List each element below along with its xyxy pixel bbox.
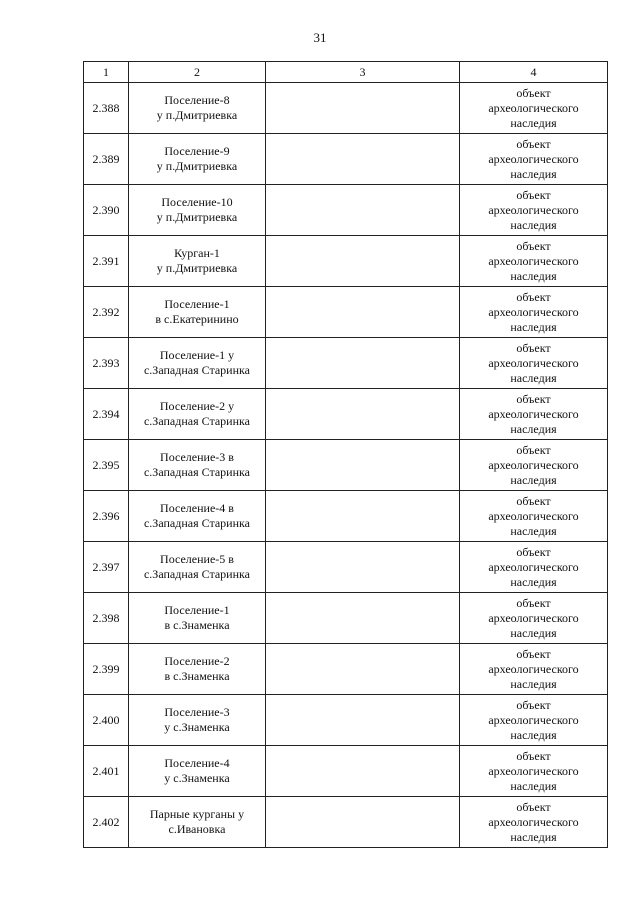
- column-3-cell: [266, 83, 460, 134]
- site-name-cell: [129, 134, 266, 185]
- heritage-status-line: наследия: [510, 625, 557, 640]
- site-name-cell: [129, 389, 266, 440]
- table-row: [84, 134, 608, 185]
- heritage-status-line: объект: [516, 544, 551, 559]
- table-row: [84, 542, 608, 593]
- row-number-cell: 2.400: [84, 695, 129, 746]
- heritage-status-line: археологического: [488, 457, 579, 472]
- site-name-line: Курган-1: [174, 246, 220, 260]
- site-name-line: Поселение-8: [164, 93, 230, 107]
- heritage-status-line: археологического: [488, 712, 579, 727]
- site-name-cell: [129, 695, 266, 746]
- heritage-status-cell: [460, 287, 608, 338]
- heritage-status-line: археологического: [488, 814, 579, 829]
- site-name-line: с.Западная Старинка: [143, 567, 250, 581]
- heritage-status-cell: [460, 440, 608, 491]
- heritage-status-line: объект: [516, 697, 551, 712]
- heritage-status-line: наследия: [510, 472, 557, 487]
- row-number-cell: 2.397: [84, 542, 129, 593]
- heritage-status-cell: [460, 491, 608, 542]
- heritage-status-line: археологического: [488, 100, 579, 115]
- table-row: [84, 440, 608, 491]
- site-name-line: Поселение-3: [164, 705, 230, 719]
- site-name-cell: [129, 491, 266, 542]
- site-name-line: в с.Екатеринино: [155, 312, 239, 326]
- heritage-status-line: наследия: [510, 727, 557, 742]
- site-name-line: Парные курганы у: [149, 807, 245, 821]
- site-name-line: Поселение-2: [164, 654, 230, 668]
- heritage-status-line: объект: [516, 85, 551, 100]
- column-3-cell: [266, 134, 460, 185]
- site-name-cell: [129, 287, 266, 338]
- heritage-status-line: объект: [516, 340, 551, 355]
- heritage-status-line: археологического: [488, 406, 579, 421]
- site-name-cell: [129, 236, 266, 287]
- heritage-status-cell: [460, 746, 608, 797]
- site-name-cell: [129, 797, 266, 848]
- heritage-status-line: наследия: [510, 574, 557, 589]
- table-row: [84, 236, 608, 287]
- heritage-status-line: наследия: [510, 421, 557, 436]
- site-name-cell: [129, 542, 266, 593]
- row-number-cell: 2.396: [84, 491, 129, 542]
- heritage-status-line: археологического: [488, 508, 579, 523]
- site-name-line: Поселение-10: [161, 195, 233, 209]
- column-3-cell: [266, 797, 460, 848]
- site-name-line: с.Западная Старинка: [143, 363, 250, 377]
- page-number: 31: [313, 30, 327, 45]
- heritage-status-cell: [460, 797, 608, 848]
- heritage-status-line: археологического: [488, 202, 579, 217]
- site-name-line: Поселение-2 у: [159, 399, 235, 413]
- table-row: [84, 338, 608, 389]
- heritage-status-cell: [460, 338, 608, 389]
- site-name-line: с.Западная Старинка: [143, 516, 250, 530]
- heritage-status-line: объект: [516, 595, 551, 610]
- row-number-cell: 2.388: [84, 83, 129, 134]
- column-3-cell: [266, 338, 460, 389]
- table-row: [84, 491, 608, 542]
- table-row: [84, 644, 608, 695]
- row-number-cell: 2.391: [84, 236, 129, 287]
- row-number-cell: 2.399: [84, 644, 129, 695]
- heritage-status-line: археологического: [488, 355, 579, 370]
- table-row: [84, 83, 608, 134]
- site-name-line: Поселение-5 в: [160, 552, 234, 566]
- site-name-line: у п.Дмитриевка: [156, 159, 238, 173]
- heritage-status-cell: [460, 542, 608, 593]
- heritage-status-line: объект: [516, 136, 551, 151]
- header-cell-2: 2: [129, 62, 266, 83]
- column-3-cell: [266, 593, 460, 644]
- column-3-cell: [266, 389, 460, 440]
- site-name-line: у п.Дмитриевка: [156, 210, 238, 224]
- heritage-status-line: объект: [516, 748, 551, 763]
- heritage-status-line: наследия: [510, 778, 557, 793]
- heritage-status-cell: [460, 83, 608, 134]
- site-name-line: Поселение-1 у: [159, 348, 235, 362]
- table-row: [84, 593, 608, 644]
- header-cell-3: 3: [266, 62, 460, 83]
- site-name-line: в с.Знаменка: [164, 618, 230, 632]
- site-name-line: Поселение-1: [164, 297, 230, 311]
- table-body: [84, 83, 608, 848]
- heritage-status-cell: [460, 134, 608, 185]
- row-number-cell: 2.392: [84, 287, 129, 338]
- heritage-status-line: объект: [516, 493, 551, 508]
- heritage-status-cell: [460, 593, 608, 644]
- heritage-status-line: наследия: [510, 676, 557, 691]
- heritage-status-cell: [460, 695, 608, 746]
- site-name-line: у с.Знаменка: [164, 720, 230, 734]
- heritage-status-cell: [460, 644, 608, 695]
- heritage-status-line: наследия: [510, 166, 557, 181]
- table-row: [84, 746, 608, 797]
- heritage-status-line: наследия: [510, 523, 557, 538]
- row-number-cell: 2.393: [84, 338, 129, 389]
- site-name-cell: [129, 83, 266, 134]
- site-name-line: с.Ивановка: [168, 822, 226, 836]
- site-name-cell: [129, 746, 266, 797]
- site-name-line: Поселение-1: [164, 603, 230, 617]
- site-name-line: с.Западная Старинка: [143, 465, 250, 479]
- column-3-cell: [266, 491, 460, 542]
- table-row: [84, 695, 608, 746]
- row-number-cell: 2.398: [84, 593, 129, 644]
- row-number-cell: 2.402: [84, 797, 129, 848]
- heritage-status-line: наследия: [510, 319, 557, 334]
- header-row: [84, 62, 608, 83]
- table-row: [84, 389, 608, 440]
- site-name-line: у с.Знаменка: [164, 771, 230, 785]
- heritage-status-line: археологического: [488, 304, 579, 319]
- heritage-status-line: наследия: [510, 115, 557, 130]
- row-number-cell: 2.394: [84, 389, 129, 440]
- table-row: [84, 185, 608, 236]
- heritage-status-cell: [460, 236, 608, 287]
- column-3-cell: [266, 542, 460, 593]
- heritage-status-line: объект: [516, 391, 551, 406]
- heritage-status-line: наследия: [510, 217, 557, 232]
- column-3-cell: [266, 287, 460, 338]
- heritage-status-line: объект: [516, 187, 551, 202]
- table-row: [84, 287, 608, 338]
- site-name-line: у п.Дмитриевка: [156, 108, 238, 122]
- row-number-cell: 2.395: [84, 440, 129, 491]
- site-name-cell: [129, 338, 266, 389]
- site-name-line: Поселение-3 в: [160, 450, 234, 464]
- column-3-cell: [266, 695, 460, 746]
- site-name-cell: [129, 644, 266, 695]
- header-cell-4: 4: [460, 62, 608, 83]
- heritage-status-cell: [460, 389, 608, 440]
- heritage-status-line: объект: [516, 442, 551, 457]
- site-name-line: у п.Дмитриевка: [156, 261, 238, 275]
- site-name-line: Поселение-4 в: [160, 501, 234, 515]
- heritage-status-line: объект: [516, 646, 551, 661]
- heritage-status-cell: [460, 185, 608, 236]
- header-cell-1: 1: [84, 62, 129, 83]
- heritage-status-line: археологического: [488, 763, 579, 778]
- table-row: [84, 797, 608, 848]
- site-name-line: в с.Знаменка: [164, 669, 230, 683]
- heritage-status-line: наследия: [510, 268, 557, 283]
- heritage-status-line: объект: [516, 238, 551, 253]
- heritage-status-line: наследия: [510, 370, 557, 385]
- site-name-line: с.Западная Старинка: [143, 414, 250, 428]
- site-name-cell: [129, 440, 266, 491]
- column-3-cell: [266, 185, 460, 236]
- heritage-status-line: археологического: [488, 661, 579, 676]
- column-3-cell: [266, 440, 460, 491]
- heritage-status-line: археологического: [488, 151, 579, 166]
- column-3-cell: [266, 644, 460, 695]
- heritage-status-line: археологического: [488, 559, 579, 574]
- row-number-cell: 2.401: [84, 746, 129, 797]
- heritage-status-line: археологического: [488, 610, 579, 625]
- site-name-cell: [129, 185, 266, 236]
- column-3-cell: [266, 746, 460, 797]
- row-number-cell: 2.390: [84, 185, 129, 236]
- row-number-cell: 2.389: [84, 134, 129, 185]
- heritage-status-line: наследия: [510, 829, 557, 844]
- heritage-status-line: объект: [516, 289, 551, 304]
- column-3-cell: [266, 236, 460, 287]
- site-name-line: Поселение-4: [164, 756, 230, 770]
- heritage-status-line: археологического: [488, 253, 579, 268]
- site-name-line: Поселение-9: [164, 144, 230, 158]
- heritage-status-line: объект: [516, 799, 551, 814]
- site-name-cell: [129, 593, 266, 644]
- table-header: [84, 62, 608, 83]
- heritage-registry-table: [83, 61, 608, 848]
